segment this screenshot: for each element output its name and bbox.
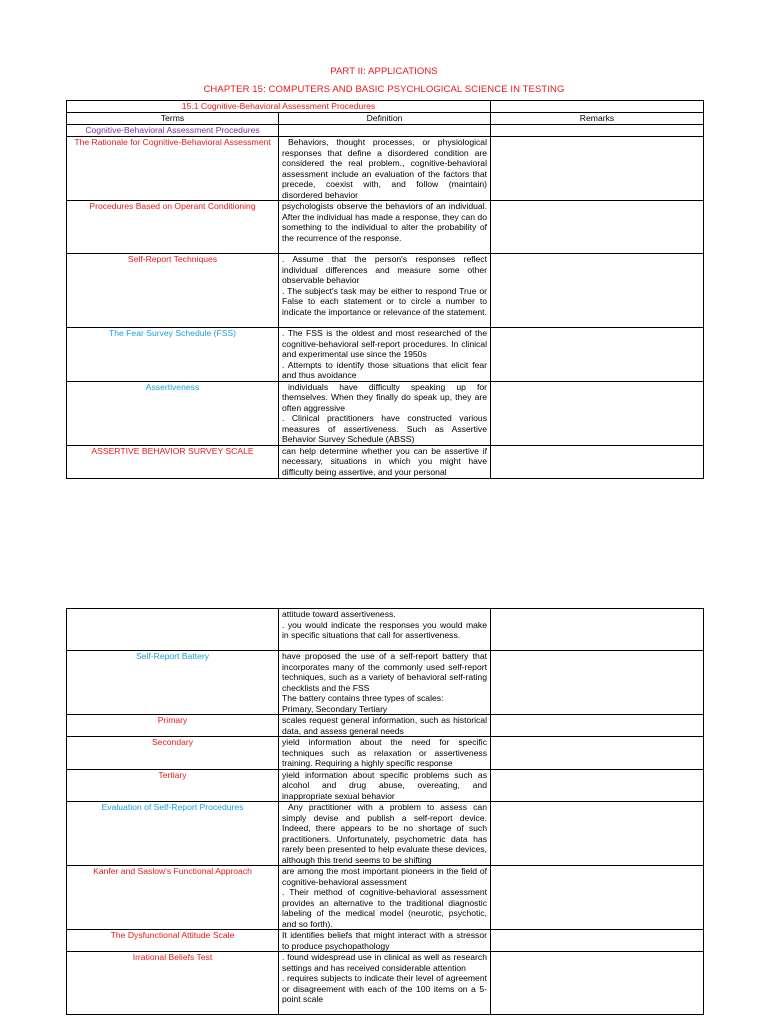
table-row <box>67 802 704 866</box>
remarks-header: Remarks <box>491 113 704 125</box>
definition-cell: psychologists observe the behaviors of an individual. After the individual has made a response, they can do something to the individual to alter the probability of the recurrence of the response. <box>279 201 491 254</box>
definition-cell: individuals have difficulty speaking up for themselves. When they finally do speak up, they are often aggressive . Clinical practitioners have constructed various measures of assertiveness. Such as Assertive Behavior Survey Schedule (ABSS) <box>279 381 491 445</box>
table-row <box>67 137 704 201</box>
definition-cell: yield information about the need for specific techniques such as relaxation or assertiveness training. Requiring a highly specific response <box>279 737 491 770</box>
definition-cell: yield information about specific problems such as alcohol and drug abuse, overeating, and inappropriate sexual behavior <box>279 769 491 802</box>
table-row <box>67 715 704 737</box>
table-title-empty-cell <box>491 101 704 113</box>
definition-cell: . found widespread use in clinical as well as research settings and has received considerable attention . requires subjects to indicate their level of agreement or disagreement with each of the 100 items on a 5-point scale <box>279 952 491 1015</box>
section-definition <box>279 125 491 137</box>
table-row <box>67 651 704 715</box>
chapter-heading: CHAPTER 15: COMPUTERS AND BASIC PSYCHLOGICAL SCIENCE IN TESTING <box>203 84 565 95</box>
definition-cell: It identifies beliefs that might interact with a stressor to produce psychopathology <box>279 930 491 952</box>
table-row <box>67 930 704 952</box>
remarks-cell <box>491 137 704 201</box>
remarks-cell <box>491 328 704 382</box>
table-row <box>67 737 704 770</box>
term-cell: Evaluation of Self-Report Procedures <box>67 802 279 866</box>
term-cell <box>67 609 279 651</box>
term-cell: Assertiveness <box>67 381 279 445</box>
remarks-cell <box>491 609 704 651</box>
term-cell: Procedures Based on Operant Conditioning <box>67 201 279 254</box>
term-cell: Kanfer and Saslow's Functional Approach <box>67 866 279 930</box>
remarks-cell <box>491 381 704 445</box>
remarks-cell <box>491 715 704 737</box>
procedures-table-page-1 <box>66 100 704 479</box>
procedures-table-page-2 <box>66 608 704 1015</box>
remarks-cell <box>491 737 704 770</box>
definition-header: Definition <box>279 113 491 125</box>
section-row <box>67 125 704 137</box>
remarks-cell <box>491 769 704 802</box>
remarks-cell <box>491 802 704 866</box>
definition-cell: attitude toward assertiveness. . you would indicate the responses you would make in specific situations that call for assertiveness. <box>279 609 491 651</box>
term-cell: Irrational Beliefs Test <box>67 952 279 1015</box>
term-cell: The Fear Survey Schedule (FSS) <box>67 328 279 382</box>
remarks-cell <box>491 952 704 1015</box>
term-cell: ASSERTIVE BEHAVIOR SURVEY SCALE <box>67 445 279 478</box>
table-row <box>67 445 704 478</box>
definition-cell: have proposed the use of a self-report battery that incorporates many of the commonly used self-report techniques, such as a variety of behavioral self-rating checklists and the FSS The battery contains three types of scales: Primary, Secondary Tertiary <box>279 651 491 715</box>
table-row <box>67 609 704 651</box>
term-cell: Self-Report Battery <box>67 651 279 715</box>
section-term: Cognitive-Behavioral Assessment Procedures <box>67 125 279 137</box>
table-row <box>67 381 704 445</box>
term-cell: Self-Report Techniques <box>67 254 279 328</box>
definition-cell: scales request general information, such as historical data, and assess general needs <box>279 715 491 737</box>
table-row <box>67 866 704 930</box>
definition-cell: are among the most important pioneers in the field of cognitive-behavioral assessment . Their method of cognitive-behavioral assessment provides an alternative to the traditional diagnostic labeling of the medical model (neurotic, psychotic, and so forth). <box>279 866 491 930</box>
table-row <box>67 952 704 1015</box>
term-cell: Secondary <box>67 737 279 770</box>
table-row <box>67 328 704 382</box>
table-title: 15.1 Cognitive-Behavioral Assessment Procedures <box>67 101 491 113</box>
term-cell: Tertiary <box>67 769 279 802</box>
definition-cell: Any practitioner with a problem to assess can simply devise and publish a self-report device. Indeed, there appears to be no shortage of such practitioners. Unfortunately, psychometric data has rarely been presented to help evaluate these devices, although this trend seems to be shifting <box>279 802 491 866</box>
table-header-row <box>67 113 704 125</box>
definition-cell: Behaviors, thought processes, or physiological responses that define a disordered condition are considered the real problem., cognitive-behavioral assessment include an evaluation of the factors that precede, coexist with, and follow (maintain) disordered behavior <box>279 137 491 201</box>
definition-cell: . The FSS is the oldest and most researched of the cognitive-behavioral self-report procedures. In clinical and experimental use since the 1950s . Attempts to identify those situations that elicit fear and thus avoidance <box>279 328 491 382</box>
remarks-cell <box>491 930 704 952</box>
table-row <box>67 201 704 254</box>
remarks-cell <box>491 651 704 715</box>
definition-cell: can help determine whether you can be assertive if necessary, situations in which you might have difficulty being assertive, and your personal <box>279 445 491 478</box>
remarks-cell <box>491 445 704 478</box>
remarks-cell <box>491 201 704 254</box>
table-row <box>67 769 704 802</box>
term-cell: Primary <box>67 715 279 737</box>
term-cell: The Dysfunctional Attitude Scale <box>67 930 279 952</box>
remarks-cell <box>491 254 704 328</box>
definition-cell: . Assume that the person's responses reflect individual differences and measure some other observable behavior . The subject's task may be either to respond True or False to each statement or to circle a number to indicate the importance or relevance of the statement. <box>279 254 491 328</box>
table-row <box>67 254 704 328</box>
term-cell: The Rationale for Cognitive-Behavioral Assessment <box>67 137 279 201</box>
remarks-cell <box>491 866 704 930</box>
terms-header: Terms <box>67 113 279 125</box>
table-title-row <box>67 101 704 113</box>
section-remarks <box>491 125 704 137</box>
part-heading: PART II: APPLICATIONS <box>330 66 438 77</box>
